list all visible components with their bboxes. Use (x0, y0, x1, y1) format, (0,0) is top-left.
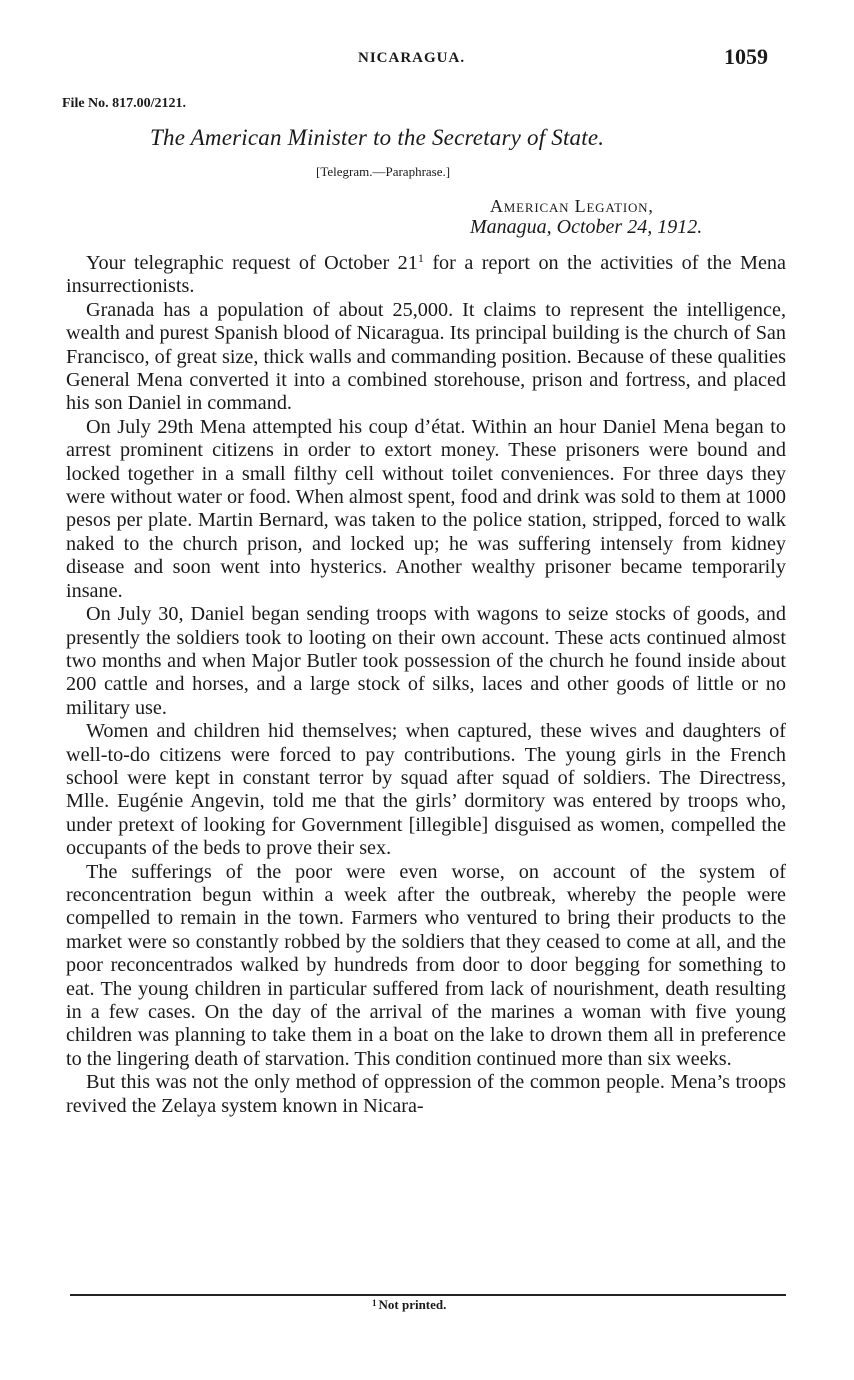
legation-heading: American Legation, (490, 196, 654, 216)
paragraph-1-text: Your telegraphic request of October 21 (86, 252, 418, 274)
footnote-divider (70, 1294, 786, 1296)
footnote-marker: 1 (372, 1298, 377, 1308)
paragraph-2: Granada has a population of about 25,000. It claims to represent the intelligence, wealth and purest Spanish blood of Nicaragua. Its principal building is the church of San Francisco, of great size, thick walls and commanding position. Because of these qualities General Mena converted it into a combined storehouse, prison and fortress, and placed his son Daniel in command. (66, 298, 786, 415)
footnote (372, 1297, 446, 1313)
paragraph-4: On July 30, Daniel began sending troops with wagons to seize stocks of goods, and presently the soldiers took to looting on their own account. These acts continued almost two months and when Major Butler took possession of the church he found inside about 200 cattle and horses, and a large stock of silks, laces and other goods of little or no military use. (66, 603, 786, 719)
dateline: Managua, October 24, 1912. (470, 216, 703, 238)
paragraph-1-text-continued: for a report on the activities of the Mena insurrectionists. (66, 252, 786, 298)
running-head (0, 44, 854, 74)
document-title: The American Minister to the Secretary of State. (150, 125, 605, 150)
letter-body (66, 252, 786, 1118)
paragraph-1 (66, 252, 786, 299)
paragraph-5: Women and children hid themselves; when captured, these wives and daughters of well-to-do citizens were forced to pay contributions. The young girls in the French school were kept in constant terror by squad after squad of soldiers. The Directress, Mlle. Eugénie Angevin, told me that the girls’ dormitory was entered by troops who, under pretext of looking for Government [illegible] disguised as women, compelled the occupants of the beds to prove their sex. (66, 720, 786, 860)
footnote-reference: 1 (417, 251, 424, 265)
document-type: [Telegram.—Paraphrase.] (316, 164, 451, 179)
paragraph-3: On July 29th Mena attempted his coup d’état. Within an hour Daniel Mena began to arrest prominent citizens in order to extort money. These prisoners were bound and locked together in a small filthy cell without toilet conveniences. For three days they were without water or food. When almost spent, food and drink was sold to them at 1000 pesos per plate. Martin Bernard, was taken to the police station, stripped, forced to walk naked to the church prison, and locked up; he was suffering intensely from kidney disease and soon went into hysterics. Another wealthy prisoner became temporarily insane. (66, 415, 786, 602)
page-number: 1059 (724, 44, 768, 69)
file-number: File No. 817.00/2121. (62, 96, 187, 111)
footnote-text: Not printed. (378, 1297, 447, 1312)
running-title: NICARAGUA. (358, 50, 466, 66)
paragraph-6: The sufferings of the poor were even worse, on account of the system of reconcentration begun within a week after the outbreak, whereby the people were compelled to remain in the town. Farmers who ventured to bring their products to the market were so constantly robbed by the soldiers that they ceased to come at all, and the poor reconcentrados walked by hundreds from door to door begging for something to eat. The young children in particular suffered from lack of nourishment, death resulting in a few cases. On the day of the arrival of the marines a woman with five young children was planning to take them in a boat on the lake to drown them all in preference to the lingering death of starvation. This condition continued more than six weeks. (66, 860, 786, 1070)
paragraph-7: But this was not the only method of oppression of the common people. Mena’s troops revived the Zelaya system known in Nicara- (66, 1071, 786, 1117)
